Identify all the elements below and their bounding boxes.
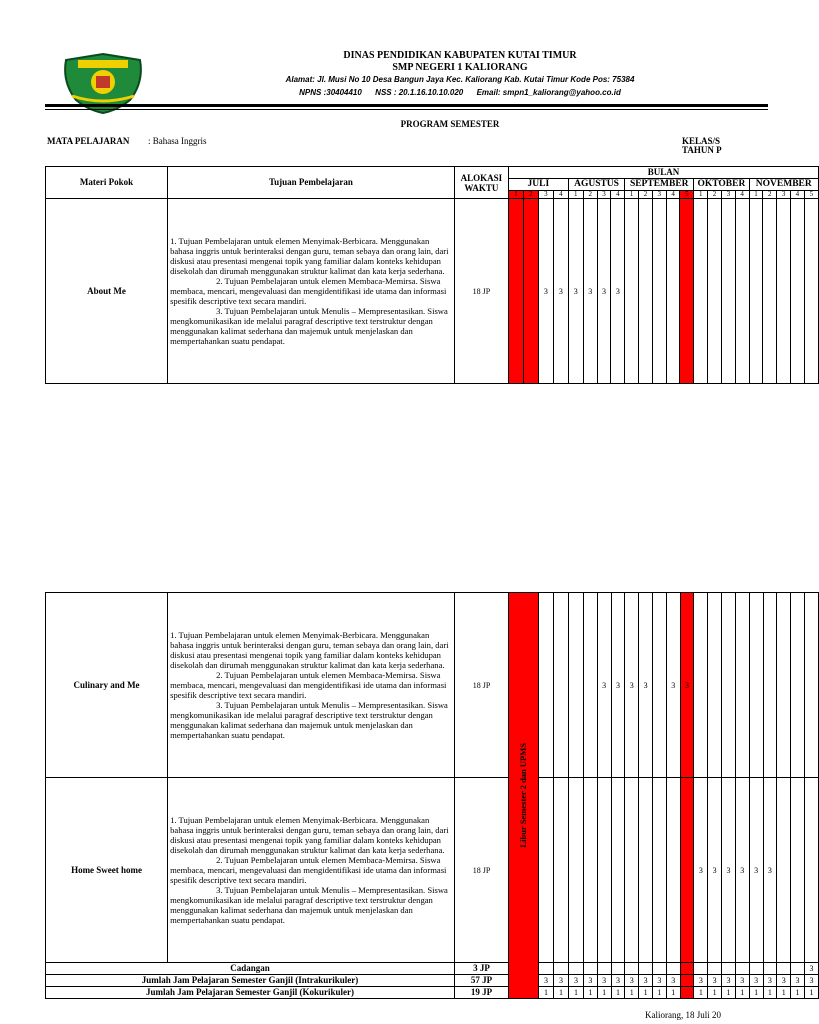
tujuan-cell — [168, 778, 455, 963]
week-header: 2 — [583, 191, 597, 199]
materi-cell: Culinary and Me — [46, 593, 168, 778]
week-cell — [735, 199, 749, 384]
tujuan-1: 1. Tujuan Pembelajaran untuk elemen Menyimak-Berbicara. Menggunakan bahasa inggris untuk berinteraksi dengan guru, teman sebaya dan orang lain, dari diskusi atau presentasi mengenai topik yang familiar dalam konteks kehidupan disekolah dan dirumah menggunakan struktur kalimat dan kata kerja sederhana. — [170, 815, 449, 855]
week-cell: 3 — [694, 778, 708, 963]
week-header: 5 — [804, 191, 818, 199]
week-header: 4 — [666, 191, 680, 199]
week-cell: 1 — [597, 987, 611, 999]
week-cell — [763, 593, 777, 778]
footer-total: 19 JP — [454, 987, 508, 999]
school-name: SMP NEGERI 1 KALIORANG — [392, 62, 528, 73]
alokasi-cell: 18 JP — [454, 199, 508, 384]
subject-value: : Bahasa Inggris — [148, 136, 207, 146]
week-cell: 1 — [763, 987, 777, 999]
week-cell: 3 — [583, 975, 597, 987]
week-cell: 3 — [735, 975, 749, 987]
week-cell: 1 — [639, 987, 653, 999]
week-cell: 1 — [666, 987, 680, 999]
week-cell — [680, 963, 694, 975]
tujuan-3: 3. Tujuan Pembelajaran untuk Menulis – Mempresentasikan. Siswa mengkomunikasikan ide melalui paragraf descriptive text terstruktur dengan menggunakan kalimat sederhana dan majemuk untuk menjelaskan dan mempertahankan suatu pendapat. — [170, 306, 448, 346]
week-cell — [804, 199, 818, 384]
week-cell: 3 — [763, 975, 777, 987]
week-cell — [539, 963, 554, 975]
week-cell: 1 — [611, 987, 625, 999]
week-cell — [666, 199, 680, 384]
week-cell — [554, 778, 569, 963]
week-cell — [653, 963, 667, 975]
week-cell: 3 — [597, 975, 611, 987]
doc-title: PROGRAM SEMESTER — [400, 119, 500, 129]
week-cell: 3 — [708, 975, 722, 987]
week-header: 1 — [694, 191, 708, 199]
tujuan-cell — [168, 199, 455, 384]
week-cell: 1 — [653, 987, 667, 999]
month-juli: JULI — [508, 179, 568, 191]
tujuan-3: 3. Tujuan Pembelajaran untuk Menulis – Mempresentasikan. Siswa mengkomunikasikan ide melalui paragraf descriptive text terstruktur dengan menggunakan kalimat sederhana dan majemuk untuk menjelaskan dan mempertahankan suatu pendapat. — [170, 700, 448, 740]
week-cell: 3 — [597, 199, 611, 384]
class-label: KELAS/S — [682, 136, 721, 146]
school-address: Alamat: Jl. Musi No 10 Desa Bangun Jaya Kec. Kaliorang Kab. Kutai Timur Kode Pos: 75384 — [285, 75, 635, 84]
week-cell — [749, 593, 763, 778]
week-cell — [708, 199, 722, 384]
week-cell: 1 — [708, 987, 722, 999]
week-cell — [568, 963, 583, 975]
week-cell — [523, 199, 538, 384]
week-cell: 3 — [554, 975, 569, 987]
footer-label: Cadangan — [46, 963, 455, 975]
signature-place: Kaliorang, 18 Juli 20 — [645, 1010, 721, 1020]
alokasi-cell: 18 JP — [454, 593, 508, 778]
week-cell — [539, 778, 554, 963]
week-cell — [625, 963, 639, 975]
week-header: 3 — [597, 191, 611, 199]
week-header: 5 — [680, 191, 694, 199]
week-cell — [653, 778, 667, 963]
week-cell — [508, 199, 523, 384]
week-header: 1 — [568, 191, 583, 199]
week-cell — [583, 963, 597, 975]
week-cell — [597, 963, 611, 975]
week-cell — [694, 963, 708, 975]
week-cell — [680, 199, 694, 384]
week-cell — [639, 199, 653, 384]
week-cell: 1 — [554, 987, 569, 999]
week-cell — [680, 987, 694, 999]
week-cell: 1 — [694, 987, 708, 999]
week-cell: 3 — [568, 199, 583, 384]
week-cell: 3 — [791, 975, 805, 987]
month-agustus: AGUSTUS — [568, 179, 624, 191]
col-tujuan: Tujuan Pembelajaran — [168, 167, 455, 199]
week-cell — [539, 593, 554, 778]
week-cell: 1 — [804, 987, 818, 999]
week-cell — [790, 199, 804, 384]
week-cell — [652, 199, 666, 384]
week-header: 2 — [708, 191, 722, 199]
week-header: 1 — [508, 191, 523, 199]
week-cell — [708, 593, 722, 778]
week-header: 3 — [721, 191, 735, 199]
week-header: 3 — [777, 191, 791, 199]
materi-cell: Home Sweet home — [46, 778, 168, 963]
week-cell: 3 — [611, 199, 625, 384]
week-cell — [735, 593, 749, 778]
week-cell: 3 — [639, 593, 653, 778]
week-cell — [680, 778, 694, 963]
week-cell: 1 — [777, 987, 791, 999]
week-cell — [763, 199, 777, 384]
col-materi: Materi Pokok — [46, 167, 168, 199]
tujuan-3: 3. Tujuan Pembelajaran untuk Menulis – Mempresentasikan. Siswa mengkomunikasikan ide melalui paragraf descriptive text terstruktur dengan menggunakan kalimat sederhana dan majemuk untuk menjelaskan dan mempertahankan suatu pendapat. — [170, 885, 448, 925]
week-cell: 3 — [749, 975, 763, 987]
week-cell — [625, 778, 639, 963]
week-cell: 3 — [735, 778, 749, 963]
week-cell — [777, 593, 791, 778]
week-cell: 3 — [722, 778, 736, 963]
week-cell: 3 — [639, 975, 653, 987]
week-cell: 3 — [666, 975, 680, 987]
week-cell — [777, 778, 791, 963]
schedule-table-top — [45, 166, 819, 384]
week-cell: 3 — [568, 975, 583, 987]
week-cell: 1 — [722, 987, 736, 999]
week-cell: 1 — [568, 987, 583, 999]
week-cell — [554, 963, 569, 975]
week-cell — [625, 199, 639, 384]
week-cell — [722, 593, 736, 778]
week-cell — [680, 975, 694, 987]
week-cell — [583, 778, 597, 963]
week-header: 4 — [611, 191, 625, 199]
week-cell — [568, 593, 583, 778]
week-cell — [763, 963, 777, 975]
week-cell: 1 — [583, 987, 597, 999]
week-cell — [639, 778, 653, 963]
week-header: 2 — [639, 191, 653, 199]
week-cell — [804, 778, 818, 963]
week-cell: 3 — [625, 975, 639, 987]
week-cell — [694, 593, 708, 778]
col-bulan: BULAN — [508, 167, 818, 179]
materi-cell: About Me — [46, 199, 168, 384]
week-cell: 3 — [708, 778, 722, 963]
week-cell — [583, 593, 597, 778]
week-cell: 1 — [735, 987, 749, 999]
week-cell — [791, 963, 805, 975]
org-name: DINAS PENDIDIKAN KABUPATEN KUTAI TIMUR — [343, 50, 577, 61]
week-cell — [597, 778, 611, 963]
week-cell — [611, 778, 625, 963]
week-cell: 3 — [583, 199, 597, 384]
week-cell — [749, 963, 763, 975]
week-cell: 3 — [694, 975, 708, 987]
week-cell — [568, 778, 583, 963]
week-cell: 3 — [722, 975, 736, 987]
week-cell — [653, 593, 667, 778]
subject-label: MATA PELAJARAN — [47, 136, 130, 146]
week-header: 2 — [763, 191, 777, 199]
footer-label: Jumlah Jam Pelajaran Semester Ganjil (Kokurikuler) — [46, 987, 455, 999]
header-rule — [45, 104, 768, 107]
alokasi-cell: 18 JP — [454, 778, 508, 963]
week-cell: 3 — [680, 593, 694, 778]
week-cell — [791, 778, 805, 963]
tujuan-1: 1. Tujuan Pembelajaran untuk elemen Menyimak-Berbicara. Menggunakan bahasa inggris untuk berinteraksi dengan guru, teman sebaya dan orang lain, dari diskusi atau presentasi mengenai topik yang familiar dalam konteks kehidupan disekolah dan dirumah menggunakan struktur kalimat dan kata kerja sederhana. — [170, 236, 449, 276]
schedule-table-bottom — [45, 592, 819, 999]
week-cell — [708, 963, 722, 975]
week-header: 3 — [538, 191, 553, 199]
week-cell — [721, 199, 735, 384]
week-header: 1 — [625, 191, 639, 199]
month-november: NOVEMBER — [749, 179, 818, 191]
week-cell — [554, 593, 569, 778]
footer-total: 57 JP — [454, 975, 508, 987]
week-cell — [804, 593, 818, 778]
week-header: 1 — [749, 191, 763, 199]
week-header: 4 — [553, 191, 568, 199]
week-cell — [735, 963, 749, 975]
footer-label: Jumlah Jam Pelajaran Semester Ganjil (Intrakurikuler) — [46, 975, 455, 987]
tujuan-1: 1. Tujuan Pembelajaran untuk elemen Menyimak-Berbicara. Menggunakan bahasa inggris untuk berinteraksi dengan guru, teman sebaya dan orang lain, dari diskusi atau presentasi mengenai topik yang familiar dalam konteks kehidupan disekolah dan dirumah menggunakan struktur kalimat dan kata kerja sederhana. — [170, 630, 449, 670]
week-cell — [791, 593, 805, 778]
week-header: 4 — [790, 191, 804, 199]
week-cell: 3 — [763, 778, 777, 963]
week-cell: 3 — [804, 963, 818, 975]
week-cell: 1 — [791, 987, 805, 999]
week-cell — [777, 199, 791, 384]
week-cell: 3 — [666, 593, 680, 778]
week-header: 2 — [523, 191, 538, 199]
week-cell: 3 — [538, 199, 553, 384]
week-cell: 1 — [539, 987, 554, 999]
week-cell: 3 — [777, 975, 791, 987]
week-cell — [722, 963, 736, 975]
month-oktober: OKTOBER — [694, 179, 749, 191]
week-cell — [749, 199, 763, 384]
week-header: 3 — [652, 191, 666, 199]
week-cell — [611, 963, 625, 975]
week-cell: 1 — [625, 987, 639, 999]
week-cell — [694, 199, 708, 384]
week-cell: 3 — [611, 593, 625, 778]
week-cell — [666, 778, 680, 963]
week-cell — [777, 963, 791, 975]
week-cell: 3 — [653, 975, 667, 987]
month-september: SEPTEMBER — [625, 179, 694, 191]
week-cell: 3 — [553, 199, 568, 384]
week-cell: 3 — [749, 778, 763, 963]
header-rule-thin — [45, 109, 768, 110]
week-cell: 1 — [749, 987, 763, 999]
week-cell — [639, 963, 653, 975]
tujuan-2: 2. Tujuan Pembelajaran untuk elemen Membaca-Memirsa. Siswa membaca, mencari, mengevaluasi dan mengidentifikasi ide utama dan informasi spesifik descriptive text secara mandiri. — [170, 276, 447, 306]
week-cell: 3 — [611, 975, 625, 987]
week-cell: 3 — [539, 975, 554, 987]
week-header: 4 — [735, 191, 749, 199]
week-cell: 3 — [597, 593, 611, 778]
year-label: TAHUN P — [682, 145, 722, 155]
col-alokasi: ALOKASI WAKTU — [454, 167, 508, 199]
holiday-label: Libur Semester 2 dan UPMS — [518, 743, 529, 848]
week-cell — [666, 963, 680, 975]
tujuan-2: 2. Tujuan Pembelajaran untuk elemen Membaca-Memirsa. Siswa membaca, mencari, mengevaluasi dan mengidentifikasi ide utama dan informasi spesifik descriptive text secara mandiri. — [170, 670, 447, 700]
week-cell: 3 — [804, 975, 818, 987]
holiday-cell — [509, 593, 539, 999]
tujuan-2: 2. Tujuan Pembelajaran untuk elemen Membaca-Memirsa. Siswa membaca, mencari, mengevaluasi dan mengidentifikasi ide utama dan informasi spesifik descriptive text secara mandiri. — [170, 855, 447, 885]
school-contacts: NPNS :30404410 NSS : 20.1.16.10.10.020 Email: smpn1_kaliorang@yahoo.co.id — [299, 88, 621, 97]
week-cell: 3 — [625, 593, 639, 778]
footer-total: 3 JP — [454, 963, 508, 975]
tujuan-cell — [168, 593, 455, 778]
